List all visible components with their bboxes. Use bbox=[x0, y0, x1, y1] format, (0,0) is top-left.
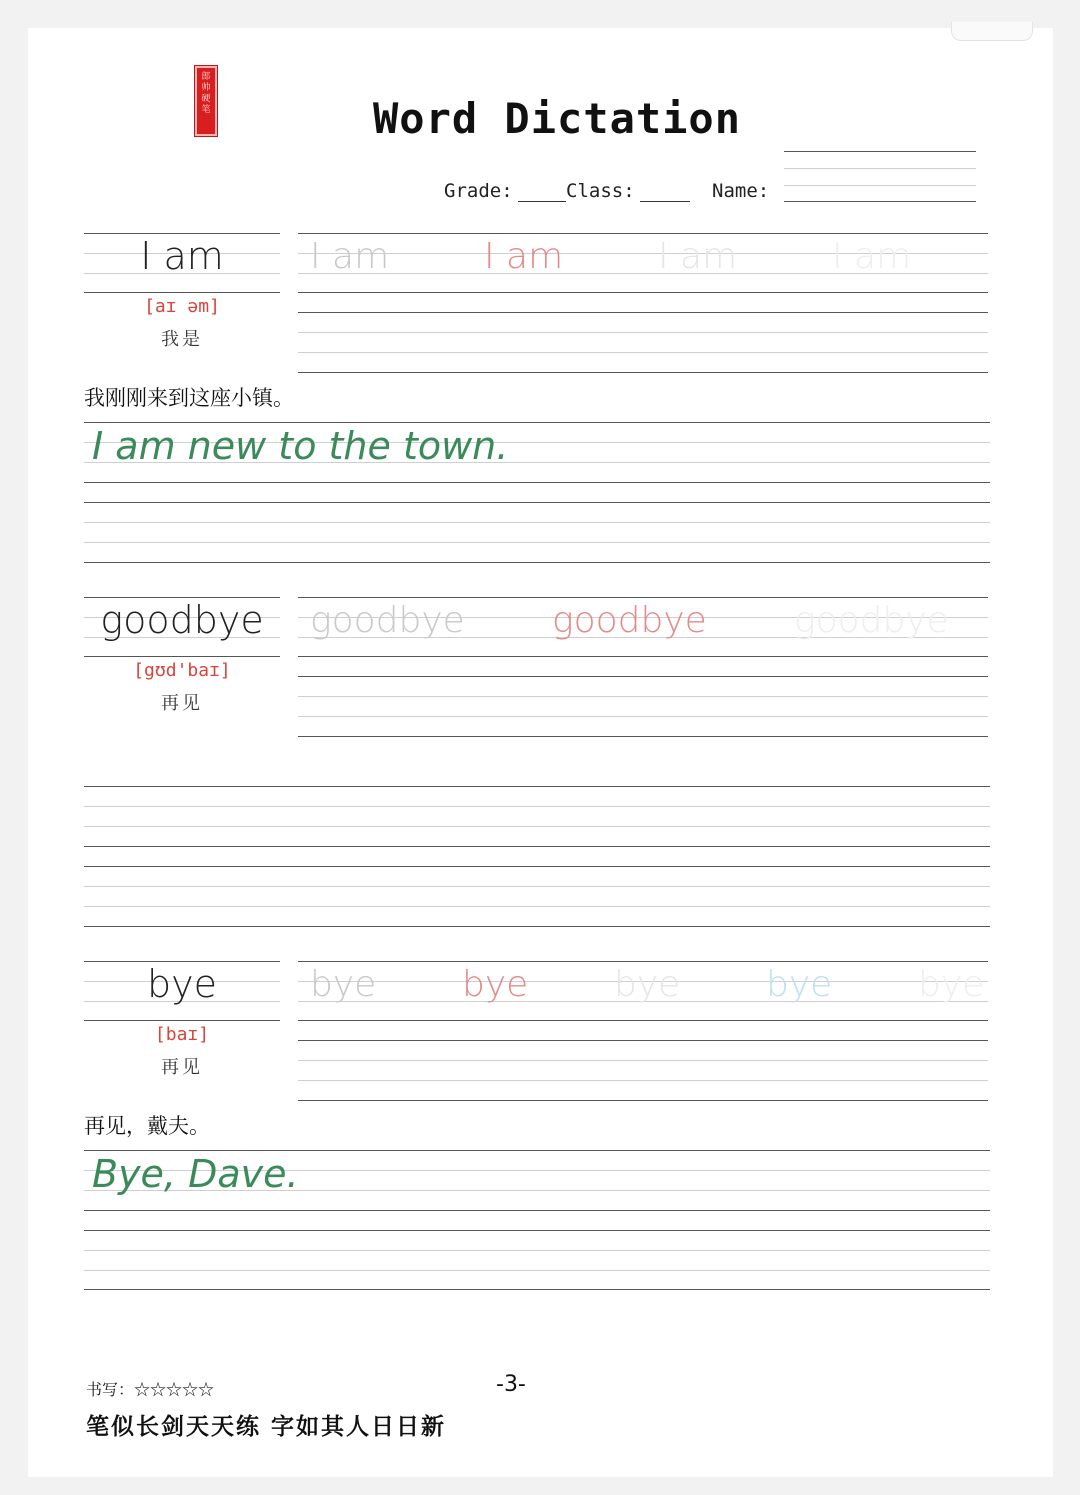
seal-stamp: 郎 帅 硬 笔 bbox=[195, 66, 217, 136]
class-blank[interactable] bbox=[640, 201, 690, 202]
sentence-chinese: 我刚刚来到这座小镇。 bbox=[84, 386, 294, 410]
trace-word: bye bbox=[614, 964, 681, 1005]
trace-word: I am bbox=[658, 236, 738, 277]
trace-word: goodbye bbox=[310, 600, 465, 641]
word-meaning: 再见 bbox=[161, 693, 203, 714]
page-title: Word Dictation bbox=[373, 94, 742, 143]
class-label: Class: bbox=[566, 180, 635, 202]
name-label: Name: bbox=[712, 180, 770, 202]
sentence-chinese: 再见，戴夫。 bbox=[84, 1114, 210, 1138]
word-phonetic: [baɪ] bbox=[154, 1024, 210, 1045]
trace-word: goodbye bbox=[794, 600, 949, 641]
page-number: -3- bbox=[496, 1372, 526, 1397]
word-meaning: 我是 bbox=[161, 329, 203, 350]
word-phonetic: [aɪ əm] bbox=[144, 296, 220, 317]
word-text: I am bbox=[140, 234, 224, 278]
trace-word: bye bbox=[462, 964, 529, 1005]
trace-word: I am bbox=[310, 236, 390, 277]
word-phonetic: [gʊd'baɪ] bbox=[133, 660, 231, 681]
word-meaning: 再见 bbox=[161, 1057, 203, 1078]
trace-word: bye bbox=[766, 964, 833, 1005]
page-corner-tab bbox=[951, 22, 1033, 41]
sentence-english: Bye, Dave. bbox=[92, 1152, 299, 1196]
trace-word: I am bbox=[484, 236, 564, 277]
grade-blank[interactable] bbox=[518, 201, 566, 202]
trace-word: goodbye bbox=[552, 600, 707, 641]
word-text: bye bbox=[147, 962, 217, 1006]
grade-label: Grade: bbox=[444, 180, 513, 202]
trace-word: bye bbox=[918, 964, 985, 1005]
worksheet-page bbox=[28, 28, 1053, 1477]
writing-rating: 书写：☆☆☆☆☆ bbox=[86, 1380, 215, 1399]
trace-word: bye bbox=[310, 964, 377, 1005]
sentence-english: I am new to the town. bbox=[92, 424, 509, 468]
word-text: goodbye bbox=[100, 598, 264, 642]
trace-word: I am bbox=[832, 236, 912, 277]
footer-motto: 笔似长剑天天练 字如其人日日新 bbox=[86, 1413, 447, 1440]
